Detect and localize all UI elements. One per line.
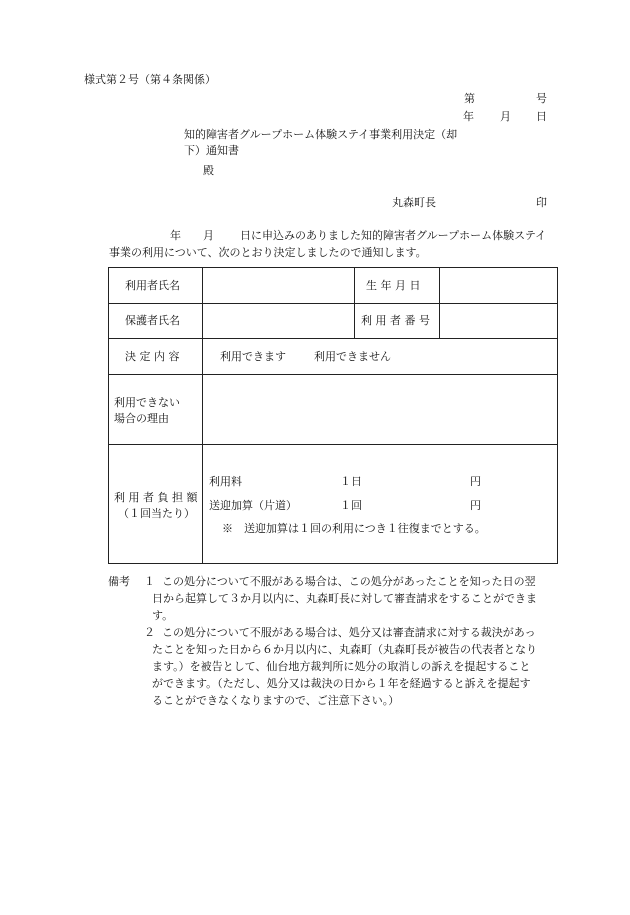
transport-fee-note: ※ 送迎加算は１回の利用につき１往復までとする。 [222, 522, 486, 535]
remarks-label: 備考 [108, 575, 130, 588]
table-border-bottom [108, 563, 558, 564]
table-rule [108, 374, 558, 375]
table-border-left [108, 267, 109, 564]
table-rule [354, 267, 355, 339]
remark-2-line1: この処分について不服がある場合は、処分又は審査請求に対する裁決があっ [162, 626, 536, 639]
intro-line1: 日に申込みのありました知的障害者グループホーム体験ステイ [240, 229, 547, 242]
user-burden-label-line2: （１回当たり） [118, 507, 195, 520]
intro-month: 月 [203, 229, 214, 242]
user-number-label: 利 用 者 番 号 [361, 314, 430, 327]
rejection-reason-label-line2: 場合の理由 [114, 412, 169, 425]
birth-date-label: 生 年 月 日 [366, 279, 421, 292]
remark-2-number: ２ [144, 626, 155, 639]
remark-2-line4: ができます。（ただし、処分又は裁決の日から１年を経過すると訴えを提起す [152, 677, 531, 690]
remark-2-line2: たことを知った日から６か月以内に、丸森町（丸森町長が被告の代表者となり [152, 643, 537, 656]
transport-fee-label: 送迎加算（片道） [209, 499, 297, 512]
usage-fee-label: 利用料 [209, 475, 242, 488]
remark-2-line5: ることができなくなりますので、ご注意下さい。） [152, 694, 400, 707]
table-rule [108, 338, 558, 339]
remark-2-line3: ます。）を被告として、仙台地方裁判所に処分の取消しの訴えを提起すること [152, 660, 531, 673]
decision-table [108, 267, 558, 564]
table-rule [202, 267, 203, 564]
remark-1-line3: す。 [152, 609, 174, 622]
table-rule [108, 303, 558, 304]
remark-1-line1: この処分について不服がある場合は、この処分があったことを知った日の翌 [162, 575, 536, 588]
usage-fee-currency: 円 [470, 475, 481, 488]
document-title-line2: 下）通知書 [184, 144, 239, 157]
intro-line2: 事業の利用について、次のとおり決定しましたので通知します。 [109, 246, 427, 259]
addressee-suffix: 殿 [203, 164, 214, 177]
remark-1-number: １ [144, 575, 155, 588]
table-rule [439, 267, 440, 339]
remark-1-line2: 日から起算して３か月以内に、丸森町長に対して審査請求をすることができま [152, 592, 537, 605]
decision-approved: 利用できます [220, 350, 286, 363]
date-month: 月 [500, 110, 511, 123]
date-day: 日 [536, 110, 547, 123]
table-border-top [108, 267, 558, 268]
table-rule [108, 444, 558, 445]
user-burden-label-line1: 利 用 者 負 担 額 [114, 491, 198, 504]
intro-year: 年 [170, 229, 181, 242]
decision-rejected: 利用できません [314, 350, 391, 363]
document-number-prefix: 第 [464, 92, 475, 105]
usage-fee-unit: １日 [340, 475, 362, 488]
issuer-name: 丸森町長 [392, 196, 436, 209]
decision-label: 決 定 内 容 [125, 350, 180, 363]
transport-fee-unit: １回 [340, 499, 362, 512]
rejection-reason-label-line1: 利用できない [114, 396, 180, 409]
guardian-name-label: 保護者氏名 [125, 314, 180, 327]
table-border-right [557, 267, 558, 564]
seal-mark: 印 [536, 196, 547, 209]
date-year: 年 [463, 110, 474, 123]
document-number-suffix: 号 [536, 92, 547, 105]
form-number: 様式第２号（第４条関係） [84, 73, 216, 86]
document-title-line1: 知的障害者グループホーム体験ステイ事業利用決定（却 [184, 128, 458, 141]
transport-fee-currency: 円 [470, 499, 481, 512]
user-name-label: 利用者氏名 [125, 279, 180, 292]
